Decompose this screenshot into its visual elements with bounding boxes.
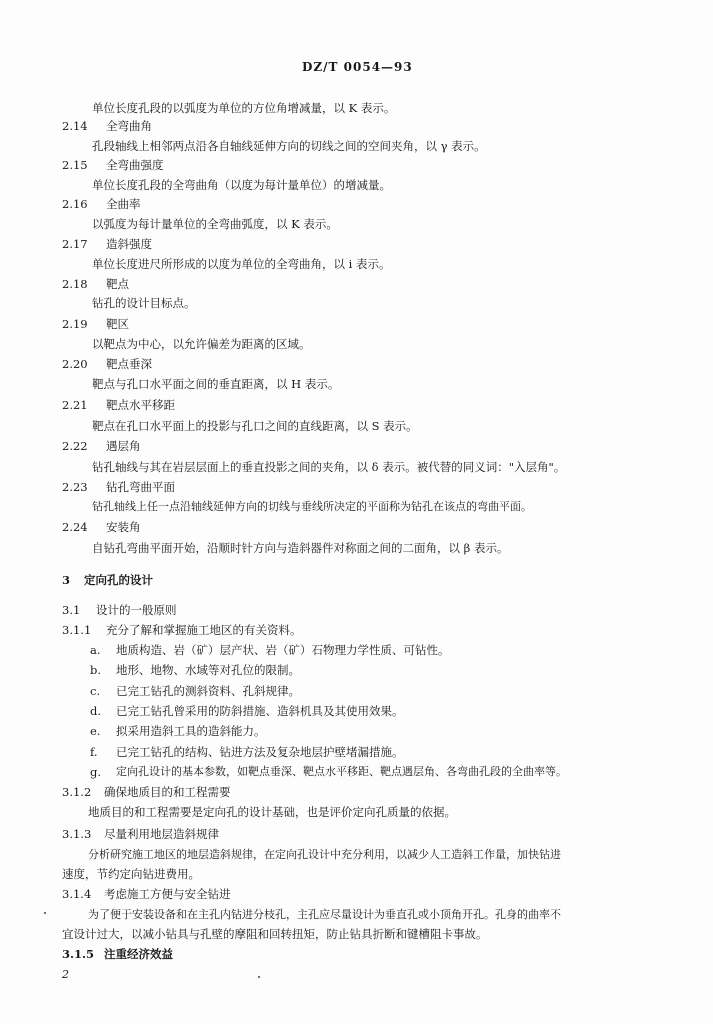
section-heading: 设计的一般原则: [96, 603, 177, 617]
section-number: 2.16: [62, 197, 88, 211]
list-marker: d.: [90, 704, 102, 718]
section-number: 2.19: [62, 317, 88, 331]
list-marker: e.: [90, 724, 101, 738]
list-item: 地质构造、岩（矿）层产状、岩（矿）石物理力学性质、可钻性。: [116, 643, 450, 657]
term-heading: 全曲率: [106, 197, 141, 211]
section-number: 2.20: [62, 357, 88, 371]
standard-code-header: DZ/T 0054—93: [302, 60, 413, 74]
body-text: 靶点在孔口水平面上的投影与孔口之间的直线距离，以 S 表示。: [92, 419, 418, 433]
body-text: 钻孔轴线与其在岩层层面上的垂直投影之间的夹角，以 δ 表示。被代替的同义词："入层角"。: [92, 460, 566, 474]
list-marker: f.: [90, 745, 98, 759]
section-number: 3.1.3: [62, 827, 92, 841]
page-number: 2: [62, 968, 69, 981]
section-number: 3.1: [62, 603, 81, 617]
section-number: 3.1.2: [62, 785, 92, 799]
body-text: 单位长度孔段的以弧度为单位的方位角增减量，以 K 表示。: [92, 101, 396, 115]
term-heading: 遇层角: [106, 439, 141, 453]
section-number: 2.18: [62, 277, 88, 291]
term-heading: 全弯曲角: [106, 119, 152, 133]
body-text: 以靶点为中心，以允许偏差为距离的区域。: [92, 337, 311, 351]
section-number: 2.24: [62, 520, 88, 534]
body-text: 靶点与孔口水平面之间的垂直距离，以 H 表示。: [92, 377, 340, 391]
section-heading: 确保地质目的和工程需要: [104, 785, 231, 799]
section-heading: 尽量利用地层造斜规律: [104, 827, 219, 841]
body-text: 以弧度为每计量单位的全弯曲弧度，以 K 表示。: [92, 217, 338, 231]
term-heading: 造斜强度: [106, 237, 152, 251]
body-text: 速度，节约定向钻进费用。: [62, 867, 200, 881]
list-item: 已完工钻孔的测斜资料、孔斜规律。: [116, 684, 300, 698]
body-text: 宜设计过大，以减小钻具与孔壁的摩阻和回转扭矩，防止钻具折断和键槽阻卡事故。: [62, 927, 488, 941]
chapter-title: 定向孔的设计: [84, 573, 153, 587]
body-text: 为了便于安装设备和在主孔内钻进分枝孔，主孔应尽量设计为垂直孔或小顶角开孔。孔身的曲率不: [88, 908, 561, 921]
list-marker: g.: [90, 765, 102, 779]
term-heading: 靶点: [106, 277, 129, 291]
scan-speck: [44, 912, 46, 914]
section-heading: 考虑施工方便与安全钻进: [104, 887, 231, 901]
body-text: 充分了解和掌握施工地区的有关资料。: [106, 623, 302, 637]
list-item: 定向孔设计的基本参数，如靶点垂深、靶点水平移距、靶点遇层角、各弯曲孔段的全曲率等。: [116, 765, 567, 778]
list-marker: a.: [90, 643, 101, 657]
body-text: 地质目的和工程需要是定向孔的设计基础，也是评价定向孔质量的依据。: [88, 805, 456, 819]
body-text: 单位长度进尺所形成的以度为单位的全弯曲角，以 i 表示。: [92, 257, 391, 271]
body-text: 钻孔轴线上任一点沿轴线延伸方向的切线与垂线所决定的平面称为钻孔在该点的弯曲平面。: [92, 500, 532, 513]
term-heading: 靶点垂深: [106, 357, 152, 371]
term-heading: 安装角: [106, 520, 141, 534]
list-item: 拟采用造斜工具的造斜能力。: [116, 724, 266, 738]
body-text: 分析研究施工地区的地层造斜规律，在定向孔设计中充分利用，以减少人工造斜工作量，加快钻进: [88, 848, 561, 861]
term-heading: 靶区: [106, 317, 129, 331]
scan-speck: [258, 976, 260, 978]
section-number: 2.23: [62, 480, 88, 494]
term-heading: 全弯曲强度: [106, 158, 164, 172]
section-number: 3.1.1: [62, 623, 92, 637]
section-heading: 注重经济效益: [104, 947, 173, 961]
section-number: 2.21: [62, 398, 88, 412]
section-number: 2.22: [62, 439, 88, 453]
body-text: 孔段轴线上相邻两点沿各自轴线延伸方向的切线之间的空间夹角，以 γ 表示。: [92, 139, 486, 153]
body-text: 单位长度孔段的全弯曲角（以度为每计量单位）的增减量。: [92, 178, 391, 192]
chapter-number: 3: [62, 573, 71, 587]
body-text: 自钻孔弯曲平面开始，沿顺时针方向与造斜器件对称面之间的二面角，以 β 表示。: [92, 541, 509, 555]
list-item: 已完工钻孔的结构、钻进方法及复杂地层护壁堵漏措施。: [116, 745, 404, 759]
section-number: 3.1.5: [62, 947, 95, 961]
body-text: 钻孔的设计目标点。: [92, 296, 196, 310]
term-heading: 钻孔弯曲平面: [106, 480, 175, 494]
list-marker: c.: [90, 684, 101, 698]
section-number: 2.15: [62, 158, 88, 172]
section-number: 3.1.4: [62, 887, 92, 901]
section-number: 2.14: [62, 119, 88, 133]
list-marker: b.: [90, 663, 102, 677]
list-item: 地形、地物、水域等对孔位的限制。: [116, 663, 300, 677]
list-item: 已完工钻孔曾采用的防斜措施、造斜机具及其使用效果。: [116, 704, 404, 718]
section-number: 2.17: [62, 237, 88, 251]
term-heading: 靶点水平移距: [106, 398, 175, 412]
